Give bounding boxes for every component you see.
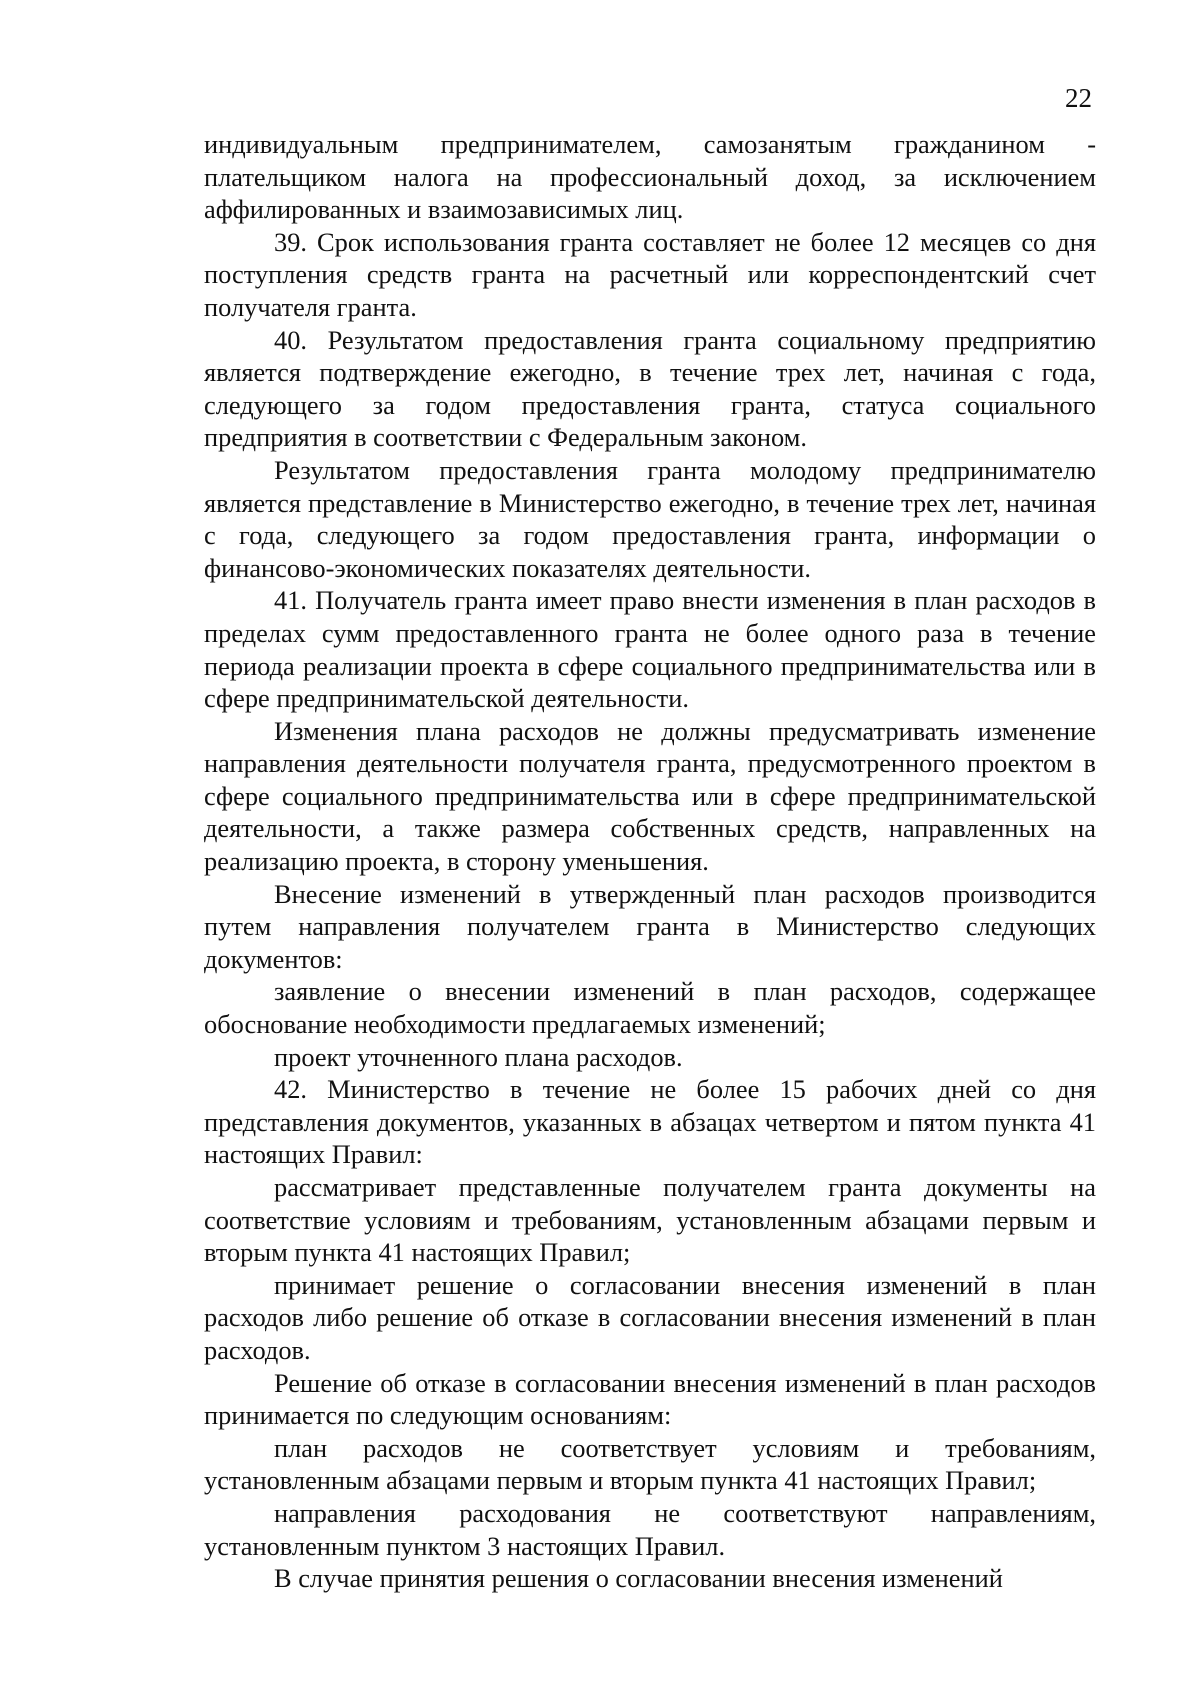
paragraph-item-42: 42. Министерство в течение не более 15 рабочих дней со дня представления документов, указанных в абзацах четвертом и пятом пункта 41 настоящих Правил:: [204, 1074, 1096, 1170]
list-item-directions-noncompliant: направления расходования не соответствуют направлениям, установленным пунктом 3 настоящих Правил.: [204, 1497, 1096, 1561]
list-item-draft-plan: проект уточненного плана расходов.: [274, 1041, 683, 1072]
list-item-makes-decision: принимает решение о согласовании внесения изменений в план расходов либо решение об отказе в согласовании внесения изменений в план расходов.: [204, 1269, 1096, 1365]
paragraph-plan-changes-restrictions: Изменения плана расходов не должны предусматривать изменение направления деятельности получателя гранта, предусмотренного проектом в сфере социального предпринимательства или в сфере предпринимательской деятельности, а также размера собственных средств, направленных на реализацию проекта, в сторону уменьшения.: [204, 715, 1096, 877]
paragraph-item-40: 40. Результатом предоставления гранта социальному предприятию является подтверждение ежегодно, в течение трех лет, начиная с года, следующего за годом предоставления гранта, статуса социального предприятия в соответствии с Федеральным законом.: [204, 324, 1096, 453]
paragraph-item-41: 41. Получатель гранта имеет право внести изменения в план расходов в пределах сумм предоставленного гранта не более одного раза в течение периода реализации проекта в сфере социального предпринимательства или в сфере предпринимательской деятельности.: [204, 585, 1096, 714]
paragraph-continuation: индивидуальным предпринимателем, самозанятым гражданином - плательщиком налога на профессиональный доход, за исключением аффилированных и взаимозависимых лиц.: [204, 129, 1096, 225]
page-number: 22: [1065, 83, 1092, 113]
document-body: [204, 128, 1096, 1595]
list-item-reviews-documents: рассматривает представленные получателем гранта документы на соответствие условиям и требованиям, установленным абзацами первым и вторым пункта 41 настоящих Правил;: [204, 1172, 1096, 1268]
paragraph-item-39: 39. Срок использования гранта составляет не более 12 месяцев со дня поступления средств гранта на расчетный или корреспондентский счет получателя гранта.: [204, 226, 1096, 322]
paragraph-young-entrepreneur-result: Результатом предоставления гранта молодому предпринимателю является представление в Министерство ежегодно, в течение трех лет, начиная с года, следующего за годом предоставления гранта, информации о финансово-экономических показателях деятельности.: [204, 454, 1096, 583]
list-item-application: заявление о внесении изменений в план расходов, содержащее обоснование необходимости предлагаемых изменений;: [204, 976, 1096, 1040]
paragraph-approval-case: В случае принятия решения о согласовании внесения изменений: [274, 1563, 1003, 1594]
list-item-plan-noncompliant: план расходов не соответствует условиям и требованиям, установленным абзацами первым и вторым пункта 41 настоящих Правил;: [204, 1432, 1096, 1496]
paragraph-plan-changes-procedure: Внесение изменений в утвержденный план расходов производится путем направления получателем гранта в Министерство следующих документов:: [204, 878, 1096, 974]
paragraph-refusal-grounds: Решение об отказе в согласовании внесения изменений в план расходов принимается по следующим основаниям:: [204, 1367, 1096, 1431]
